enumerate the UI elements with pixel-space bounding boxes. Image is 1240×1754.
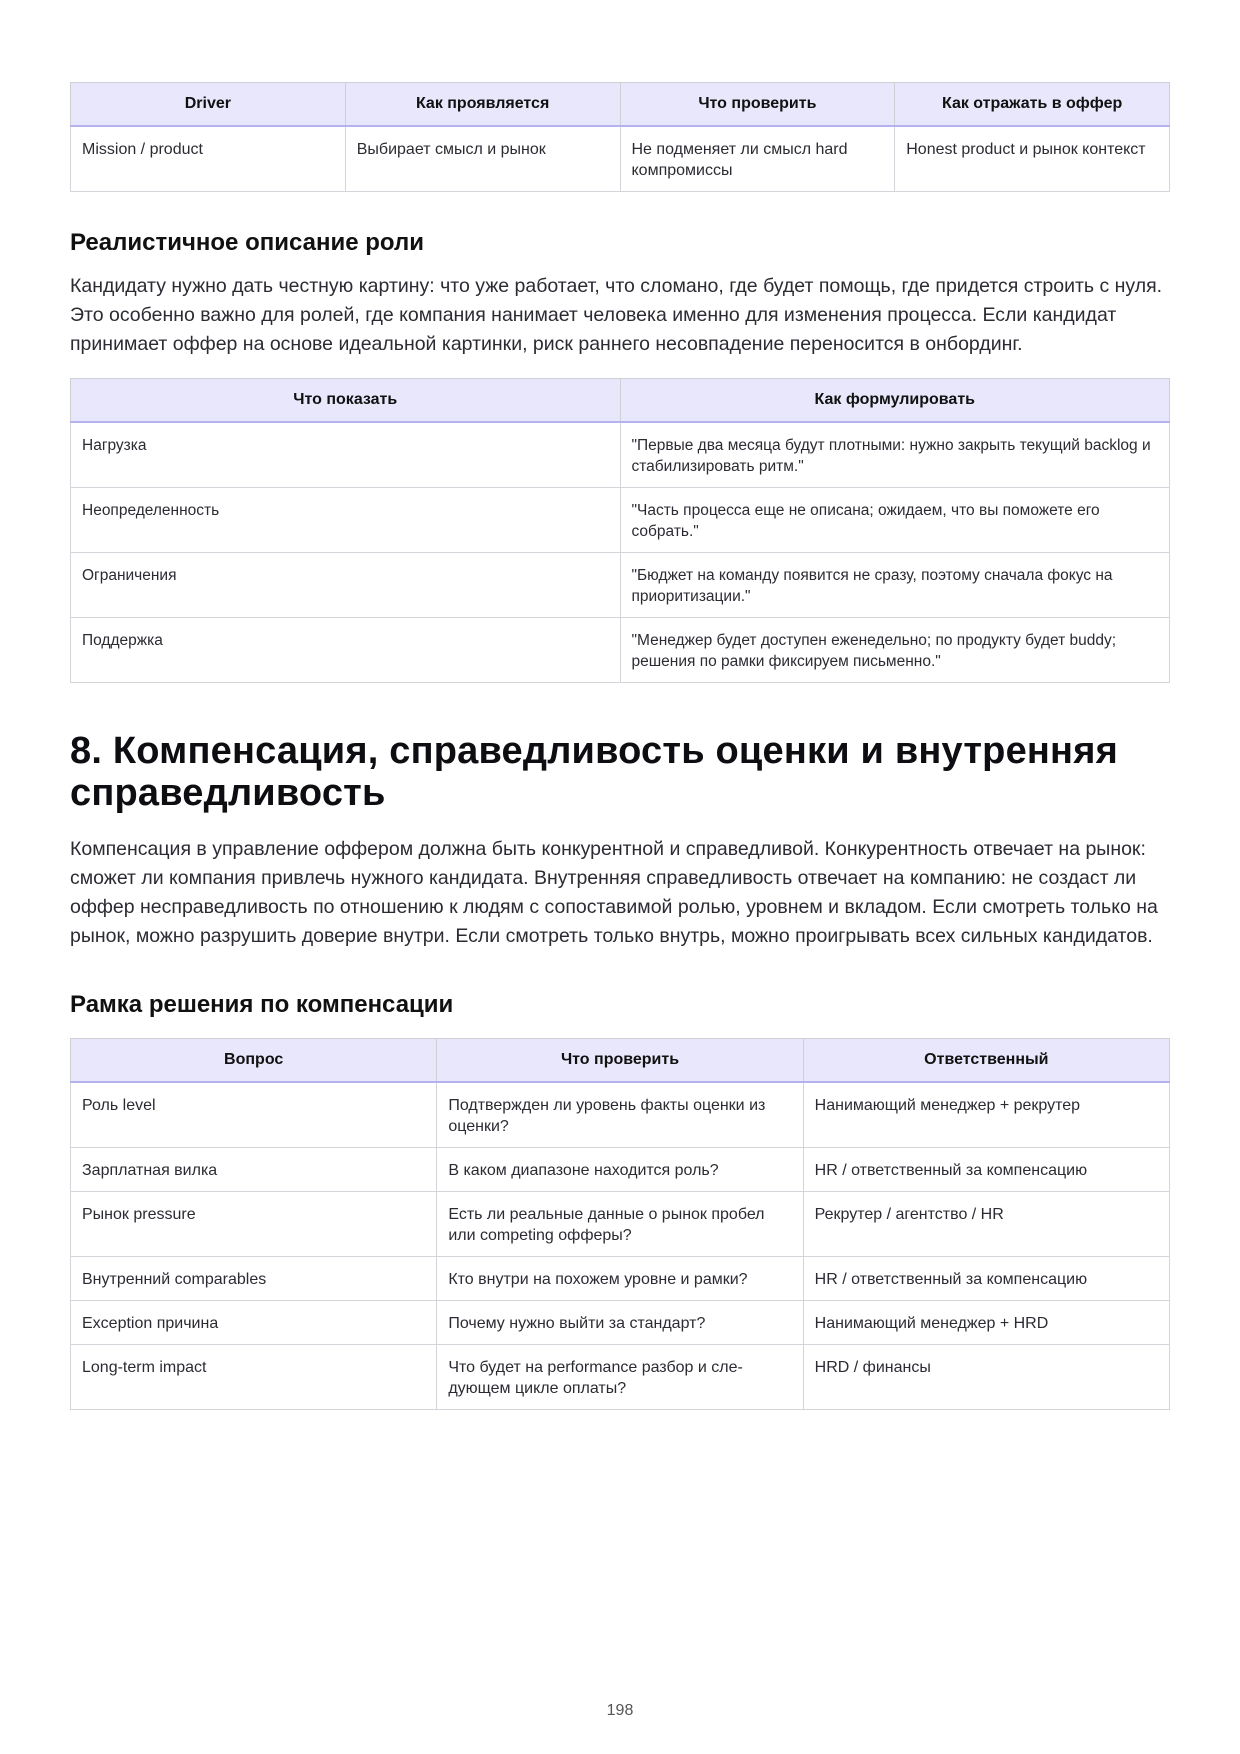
table-cell: Long-term impact	[71, 1345, 437, 1410]
table-header-cell: Что показать	[71, 379, 621, 423]
table-cell: HRD / финансы	[803, 1345, 1169, 1410]
table-row	[71, 422, 1170, 488]
table-cell: HR / ответственный за компенсацию	[803, 1257, 1169, 1301]
table-cell: Honest product и рынок контекст	[895, 126, 1170, 192]
table-cell: Рекрутер / агентство / HR	[803, 1192, 1169, 1257]
table-cell: Нанимающий менеджер + HRD	[803, 1301, 1169, 1345]
subsection-title: Рамка решения по компенсации	[70, 991, 454, 1018]
table-row	[71, 1192, 1170, 1257]
table-header-cell: Как формулировать	[620, 379, 1170, 423]
table-row	[71, 488, 1170, 553]
table-cell: Mission / product	[71, 126, 346, 192]
table-header-cell: Как отражать в оффер	[895, 83, 1170, 127]
table-row	[71, 618, 1170, 683]
table-header-row	[71, 1039, 1170, 1083]
document-page	[70, 82, 1170, 1410]
table-cell: Роль level	[71, 1082, 437, 1148]
table-cell: Зарплатная вилка	[71, 1148, 437, 1192]
table-cell: "Бюджет на команду появится не сразу, поэтому сначала фокус на приоритизации."	[620, 553, 1170, 618]
page-number: 198	[606, 1702, 634, 1719]
table-cell: Подтвержден ли уровень факты оценки из оценки?	[437, 1082, 803, 1148]
subsection-title: Реалистичное описание роли	[70, 229, 424, 256]
table-cell: Внутренний comparables	[71, 1257, 437, 1301]
table-row	[71, 1345, 1170, 1410]
table-row	[71, 126, 1170, 192]
section-heading: 8. Компенсация, справедливость оценки и внутренняя справедливость	[70, 730, 1118, 814]
table-cell: Не подменяет ли смысл hard компромиссы	[620, 126, 895, 192]
compensation-table	[70, 1038, 1170, 1410]
table-cell: Ограничения	[71, 553, 621, 618]
table-cell: Кто внутри на похожем уровне и рамки?	[437, 1257, 803, 1301]
table-header-cell: Вопрос	[71, 1039, 437, 1083]
table-cell: Выбирает смысл и рынок	[345, 126, 620, 192]
table-row	[71, 1257, 1170, 1301]
table-cell: Почему нужно выйти за стандарт?	[437, 1301, 803, 1345]
table-cell: Есть ли реальные данные о рынок пробел или competing офферы?	[437, 1192, 803, 1257]
table-header-cell: Как проявляется	[345, 83, 620, 127]
table-cell: Exception причина	[71, 1301, 437, 1345]
table-header-cell: Что проверить	[437, 1039, 803, 1083]
table-cell: Нагрузка	[71, 422, 621, 488]
table-cell: Что будет на performance разбор и сле-дующем цикле оплаты?	[437, 1345, 803, 1410]
table-row	[71, 1148, 1170, 1192]
body-paragraph: Компенсация в управление оффером должна быть конкурентной и справедливой. Конкурентность отвечает на рынок: сможет ли компания привлечь нужного кандидата. Внутренняя справедливость отвечает на компанию: не создаст ли оффер несправедливость по отношению к людям с сопоставимой ролью, уровнем и вкладом. Если смотреть только на рынок, можно разрушить доверие внутри. Если смотреть только внутрь, можно проигрывать всех сильных кандидатов.	[70, 838, 1158, 947]
table-header-cell: Что проверить	[620, 83, 895, 127]
table-cell: Поддержка	[71, 618, 621, 683]
table-header-cell: Ответственный	[803, 1039, 1169, 1083]
table-header-row	[71, 83, 1170, 127]
table-cell: "Менеджер будет доступен еженедельно; по продукту будет buddy; решения по рамки фиксируем письменно."	[620, 618, 1170, 683]
table-header-row	[71, 379, 1170, 423]
drivers-table	[70, 82, 1170, 192]
table-cell: В каком диапазоне находится роль?	[437, 1148, 803, 1192]
table-cell: "Первые два месяца будут плотными: нужно закрыть текущий backlog и стабилизировать ритм."	[620, 422, 1170, 488]
table-row	[71, 1301, 1170, 1345]
body-paragraph: Кандидату нужно дать честную картину: что уже работает, что сломано, где будет помощь, где придется строить с нуля. Это особенно важно для ролей, где компания нанимает человека именно для изменения процесса. Если кандидат принимает оффер на основе идеальной картинки, риск раннего несовпадение переносится в онбординг.	[70, 275, 1163, 355]
table-cell: HR / ответственный за компенсацию	[803, 1148, 1169, 1192]
table-header-cell: Driver	[71, 83, 346, 127]
table-row	[71, 1082, 1170, 1148]
role-table	[70, 378, 1170, 683]
table-cell: Рынок pressure	[71, 1192, 437, 1257]
table-cell: "Часть процесса еще не описана; ожидаем, что вы поможете его собрать."	[620, 488, 1170, 553]
table-row	[71, 553, 1170, 618]
table-cell: Неопределенность	[71, 488, 621, 553]
table-cell: Нанимающий менеджер + рекрутер	[803, 1082, 1169, 1148]
